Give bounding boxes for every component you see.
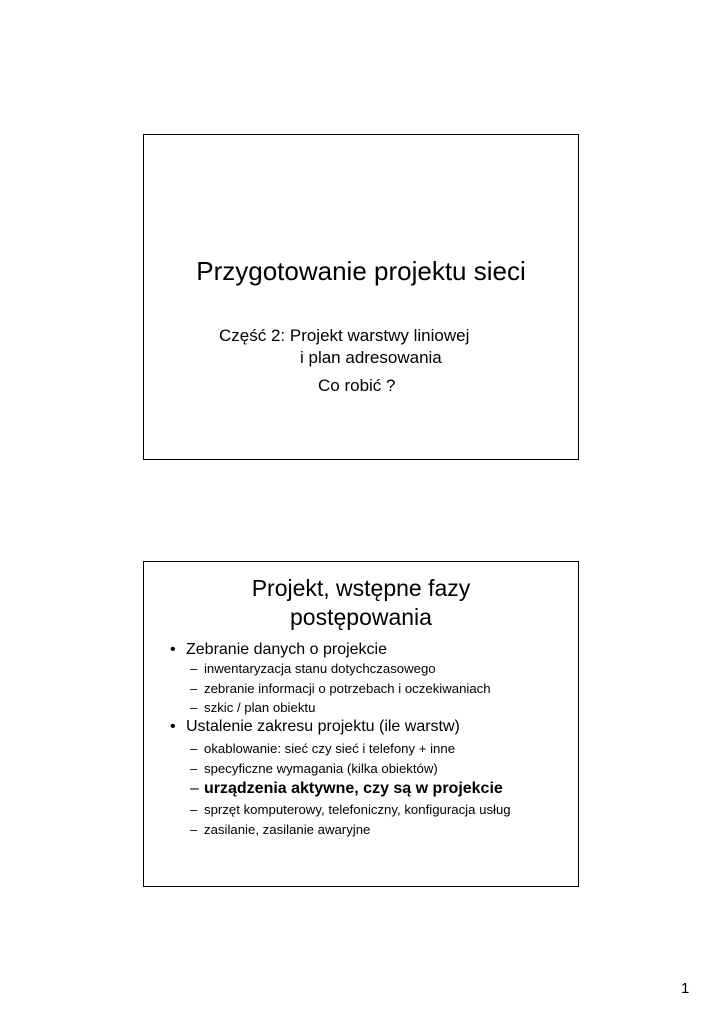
dash-mark: – (190, 761, 198, 776)
bullet-text: Zebranie danych o projekcie (186, 641, 388, 658)
sub-bullet (190, 821, 370, 839)
sub-bullet (190, 680, 491, 698)
slide-subtitle-line-1: Część 2: Projekt warstwy liniowej (219, 326, 470, 345)
slide-heading-line-2: postępowania (290, 604, 432, 630)
slide-subtitle-line-3: Co robić ? (318, 376, 396, 395)
bullet-text: Ustalenie zakresu projektu (ile warstw) (186, 718, 460, 735)
slide-heading-line-1: Projekt, wstępne fazy (251, 575, 471, 601)
sub-bullet-text: sprzęt komputerowy, telefoniczny, konfiguracja usług (204, 802, 511, 817)
dash-mark: – (190, 681, 198, 696)
dash-mark: – (190, 802, 198, 817)
sub-bullet-text: okablowanie: sieć czy sieć i telefony + inne (204, 741, 456, 756)
sub-bullet-text: specyficzne wymagania (kilka obiektów) (204, 761, 438, 776)
slide-subtitle-line-2: i plan adresowania (300, 348, 442, 367)
dash-mark: – (190, 700, 198, 715)
page-number: 1 (681, 980, 690, 997)
slide-project-phases (143, 561, 579, 887)
dash-mark: – (190, 780, 199, 797)
sub-bullet (190, 699, 315, 717)
sub-bullet (190, 760, 438, 778)
slide-title (143, 134, 579, 460)
sub-bullet (190, 740, 455, 758)
sub-bullet-text: szkic / plan obiektu (204, 700, 316, 715)
sub-bullet (190, 660, 436, 678)
sub-bullet-text: urządzenia aktywne, czy są w projekcie (204, 780, 503, 797)
slide-title-heading: Przygotowanie projektu sieci (196, 256, 526, 286)
dash-mark: – (190, 661, 198, 676)
bullet-mark: • (170, 718, 176, 735)
bullet-mark: • (170, 641, 176, 658)
sub-bullet (190, 801, 511, 819)
sub-bullet-emphasized (190, 779, 503, 799)
sub-bullet-text: inwentaryzacja stanu dotychczasowego (204, 661, 436, 676)
sub-bullet-text: zasilanie, zasilanie awaryjne (204, 822, 371, 837)
bullet-data-collection (170, 640, 387, 660)
slide-heading (144, 574, 578, 632)
dash-mark: – (190, 822, 198, 837)
sub-bullet-text: zebranie informacji o potrzebach i oczekiwaniach (204, 681, 491, 696)
bullet-project-scope (170, 717, 460, 737)
dash-mark: – (190, 741, 198, 756)
